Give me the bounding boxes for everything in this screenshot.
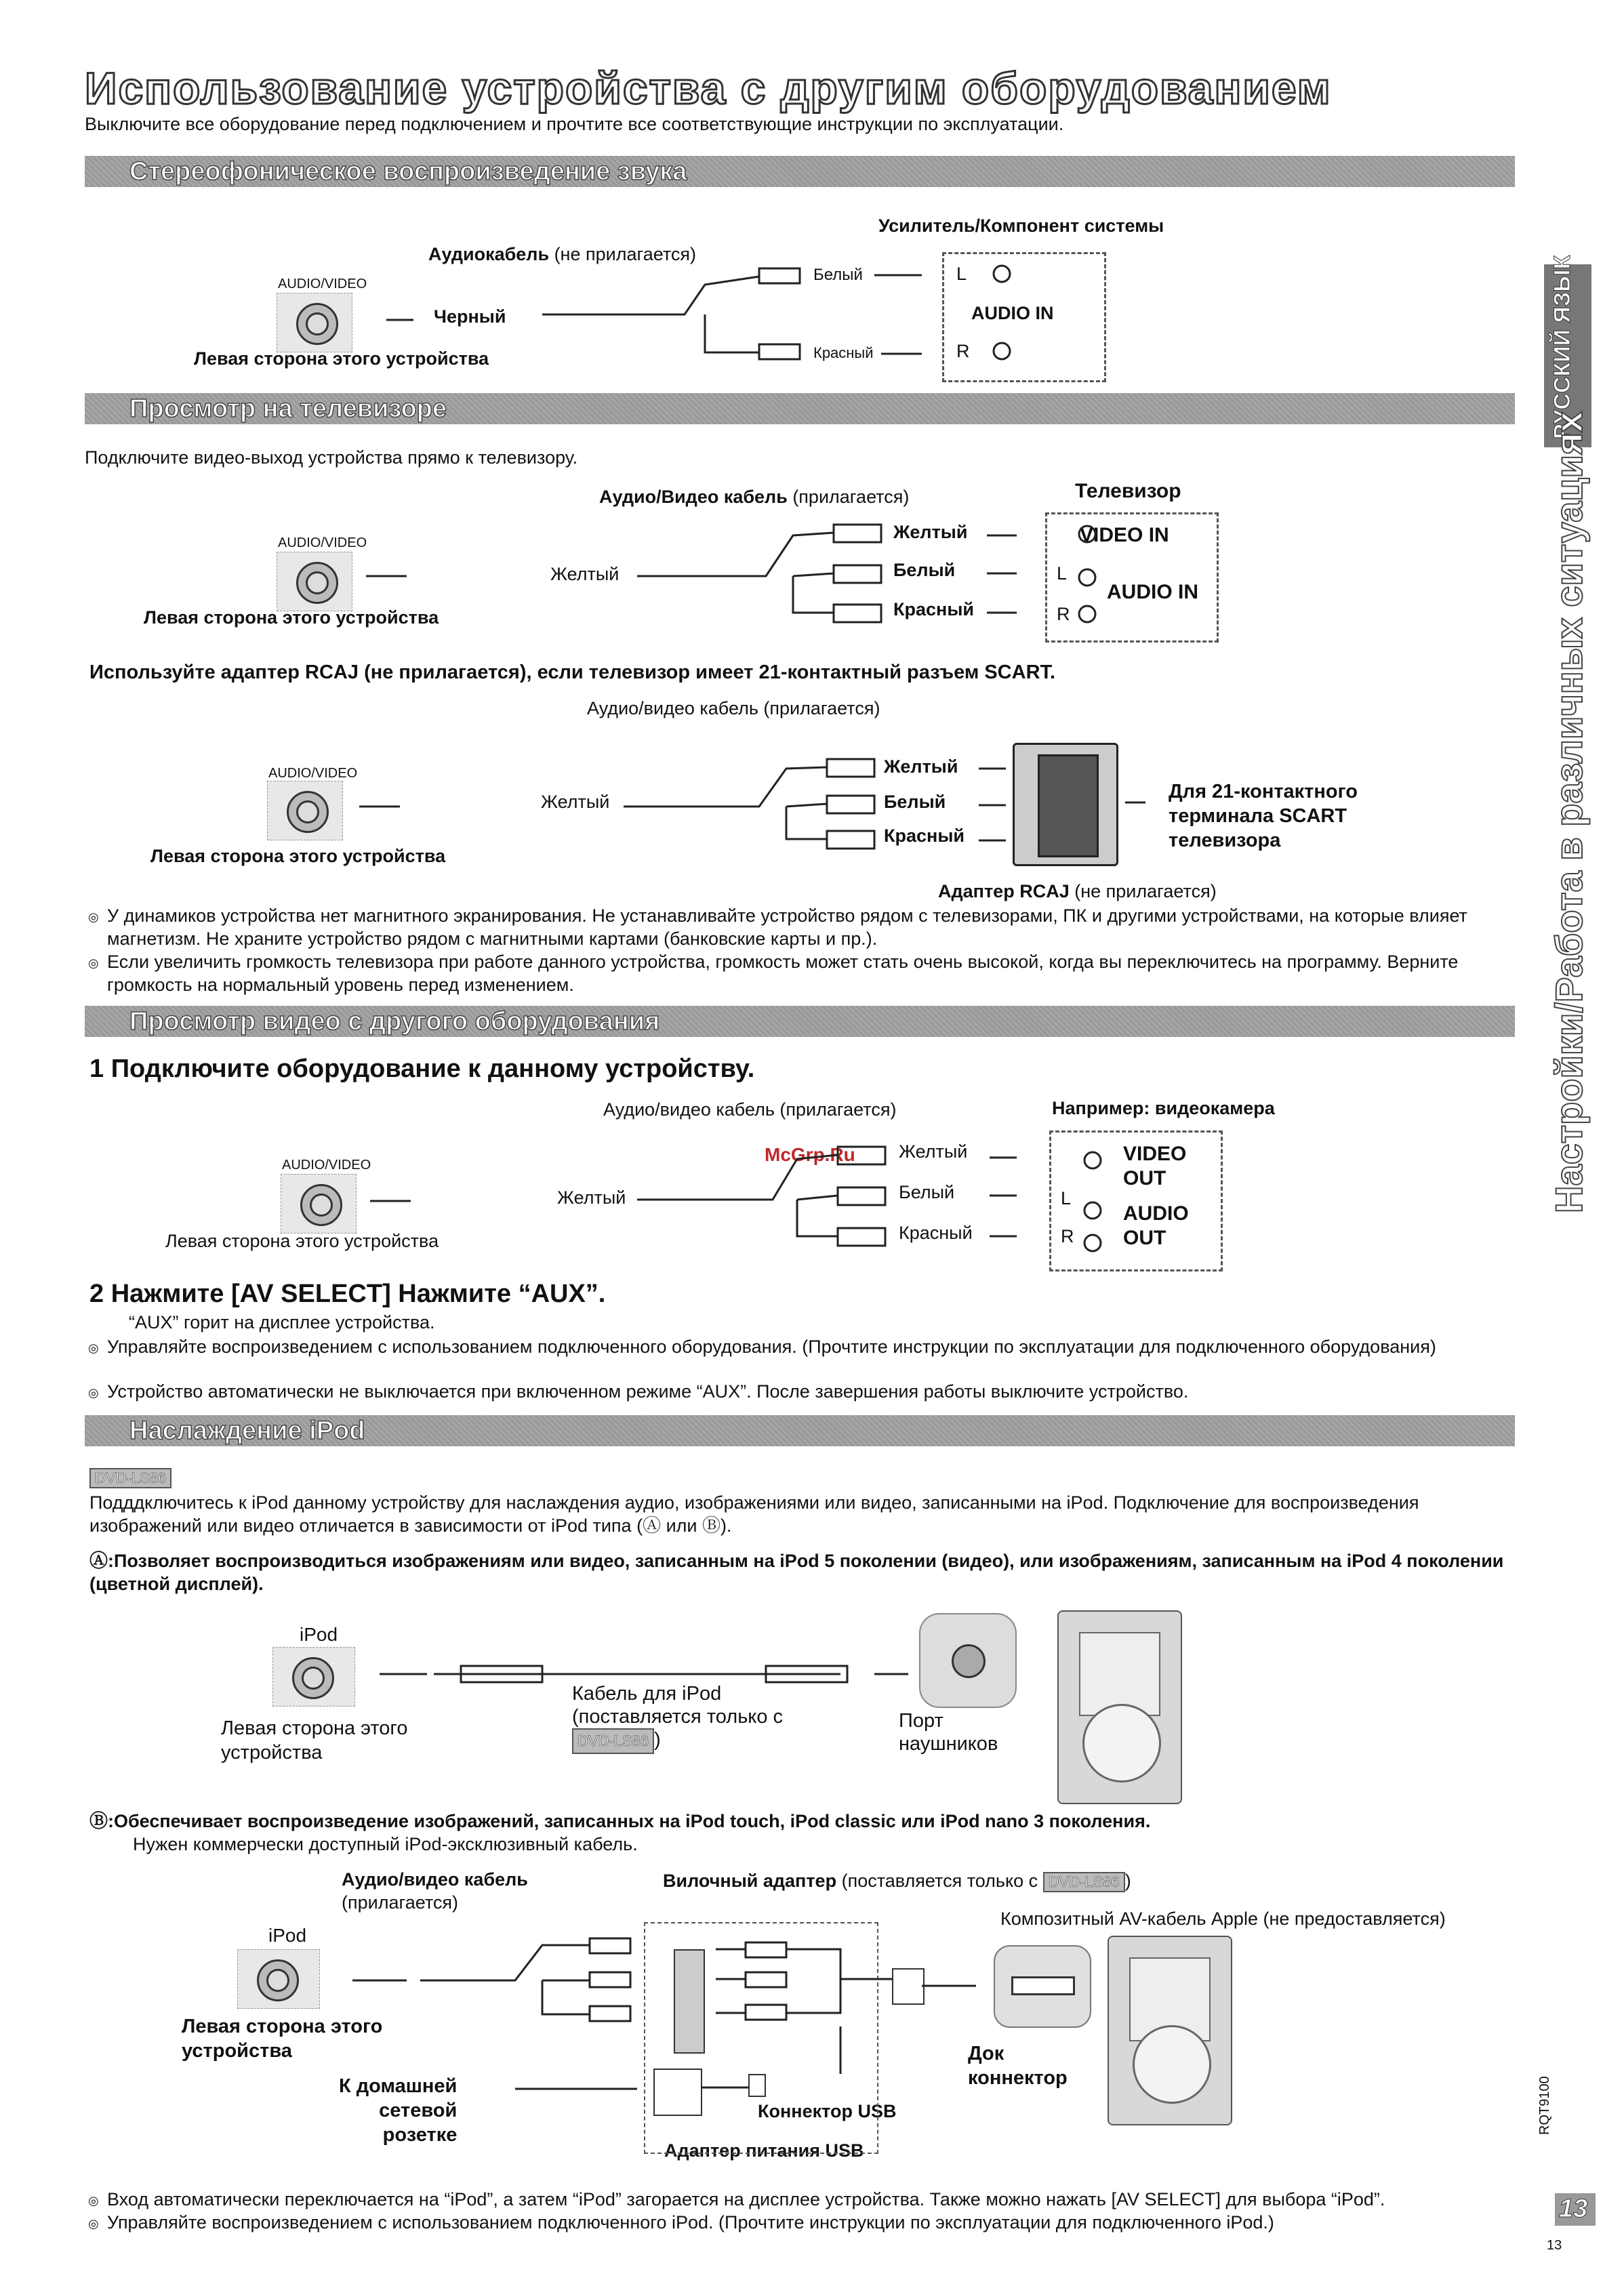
watermark: McGrp.Ru bbox=[765, 1144, 855, 1165]
tv-intro: Подключите видео-выход устройства прямо к телевизору. bbox=[85, 447, 578, 468]
page-number-box: 13 bbox=[1555, 2193, 1596, 2226]
step-2-note: “AUX” горит на дисплее устройства. bbox=[129, 1312, 435, 1332]
side-chapter-title: Настройки/Работа в различных ситуациях bbox=[1547, 411, 1590, 1213]
apple-av-cable-label: Композитный AV-кабель Apple (не предоставляется) bbox=[1000, 1909, 1446, 1929]
dock-connector-label: Док коннектор bbox=[968, 2043, 1068, 2089]
model-badge: DVD-LS86 bbox=[89, 1468, 171, 1488]
usb-connector-label: Коннектор USB bbox=[758, 2101, 897, 2121]
audio-video-jack bbox=[277, 552, 352, 611]
white-plug bbox=[759, 268, 800, 283]
amp-audio-in-panel bbox=[942, 252, 1106, 382]
video-red: Красный bbox=[899, 1223, 973, 1243]
audio-video-jack-label: AUDIO/VIDEO bbox=[282, 1158, 371, 1173]
cam-audio-out: AUDIO OUT bbox=[1123, 1202, 1189, 1249]
black-plug-label: Черный bbox=[434, 306, 506, 327]
usb-power-adapter bbox=[653, 2069, 702, 2116]
rcaj-adapter-label: Адаптер RCAJ (не прилагается) bbox=[938, 881, 1217, 901]
video-bullet-2: ◎ Устройство автоматически не выключается при включенном режиме “AUX”. После завершения работы выключите устройство. bbox=[107, 1380, 1517, 1403]
section-heading-ipod: Наслаждение iPod bbox=[85, 1415, 1515, 1446]
tv-video-in: VIDEO IN bbox=[1080, 524, 1169, 546]
ipod-bullet-2: ◎ Управляйте воспроизведением с использованием подключенного iPod. (Прочтите инструкции по эксплуатации для подключенного iPod.) bbox=[107, 2211, 1530, 2234]
section-heading-video: Просмотр видео с другого оборудования bbox=[85, 1006, 1515, 1037]
language-tab-label: РУССКИЙ ЯЗЫК bbox=[1549, 255, 1575, 439]
audio-video-jack-label: AUDIO/VIDEO bbox=[278, 535, 367, 550]
usb-adapter-label: Адаптер питания USB bbox=[664, 2140, 864, 2161]
rcaj-adapter bbox=[1013, 743, 1118, 866]
ipod-a-text: Ⓐ:Позволяет воспроизводиться изображениям или видео, записанным на iPod 5 поколении (видео), или изображениям, записанным на iPod 4 поколении (цветной дисплей). bbox=[89, 1551, 1504, 1594]
video-white: Белый bbox=[899, 1182, 955, 1202]
scart-white: Белый bbox=[884, 792, 946, 812]
ipod-device-b bbox=[1108, 1936, 1232, 2125]
video-yellow-label: Желтый bbox=[557, 1187, 626, 1208]
audio-video-jack bbox=[277, 293, 352, 352]
headphone-port bbox=[919, 1613, 1017, 1708]
usb-connector bbox=[748, 2074, 766, 2097]
doc-code: RQT9100 bbox=[1537, 2076, 1552, 2135]
step-2: 2 Нажмите [AV SELECT] Нажмите “AUX”. bbox=[89, 1280, 606, 1308]
tv-input-panel bbox=[1045, 512, 1219, 643]
scart-red: Красный bbox=[884, 826, 965, 846]
ipod-b-left-side: Левая сторона этого устройства bbox=[182, 2016, 383, 2062]
audio-video-jack bbox=[267, 781, 343, 840]
plug-adapter-label: Вилочный адаптер (поставляется только с DVD-LS86 ) bbox=[663, 1871, 1131, 1891]
left-side-label: Левая сторона этого устройства bbox=[150, 846, 446, 866]
tv-cable-label: Аудио/Видео кабель (прилагается) bbox=[599, 487, 910, 507]
audio-video-jack-label: AUDIO/VIDEO bbox=[268, 766, 358, 781]
dock-connector bbox=[994, 1945, 1091, 2028]
red-plug bbox=[759, 344, 800, 359]
tv-yellow: Желтый bbox=[893, 522, 968, 542]
ipod-b-text: Ⓑ:Обеспечивает воспроизведение изображений, записанных на iPod touch, iPod classic или iPod nano 3 поколения. bbox=[89, 1811, 1151, 1831]
tv-r: R bbox=[1057, 604, 1070, 624]
video-cable-label: Аудио/видео кабель (прилагается) bbox=[603, 1099, 897, 1120]
ipod-jack-b bbox=[237, 1949, 320, 2009]
ipod-jack-label: iPod bbox=[268, 1925, 307, 1946]
ipod-cable-label: Кабель для iPod (поставляется только с DVD-LS86 ) bbox=[572, 1682, 783, 1754]
tv-bullet-2: ◎ Если увеличить громкость телевизора при работе данного устройства, громкость может стать очень высокой, когда вы переключитесь на программу. Верните громкость на нормальный уровень перед изменением. bbox=[107, 950, 1517, 996]
ipod-intro: Подддключитесь к iPod данному устройству для наслаждения аудио, изображениями или видео, записанными на iPod. Подключение для воспроизведения изображений или видео отличается в зависимости от iPod типа (Ⓐ или Ⓑ). bbox=[89, 1492, 1419, 1536]
left-side-label: Левая сторона этого устройства bbox=[194, 348, 489, 369]
plug-adapter bbox=[674, 1949, 705, 2054]
section-heading-tv: Просмотр на телевизоре bbox=[85, 393, 1515, 424]
ipod-b-cable: Аудио/видео кабель (прилагается) bbox=[342, 1869, 528, 1913]
scart-note: Используйте адаптер RCAJ (не прилагается), если телевизор имеет 21-контактный разъем SCART. bbox=[89, 661, 1056, 683]
ipod-jack-label: iPod bbox=[300, 1624, 338, 1645]
video-yellow: Желтый bbox=[899, 1141, 968, 1162]
red-plug-label: Красный bbox=[813, 344, 874, 361]
scart-target: Для 21-контактного терминала SCART телевизора bbox=[1169, 781, 1358, 851]
scart-cable-label: Аудио/видео кабель (прилагается) bbox=[587, 698, 880, 718]
yellow-plug-label: Желтый bbox=[550, 564, 620, 584]
tv-white: Белый bbox=[893, 560, 956, 580]
left-side-label: Левая сторона этого устройства bbox=[144, 607, 439, 628]
ipod-device-a bbox=[1057, 1610, 1182, 1804]
amp-r: R bbox=[956, 341, 970, 361]
tv-red: Красный bbox=[893, 599, 974, 619]
ipod-b-note: Нужен коммерчески доступный iPod-эксклюзивный кабель. bbox=[133, 1834, 638, 1854]
scart-yellow-label: Желтый bbox=[541, 792, 610, 812]
tv-label: Телевизор bbox=[1075, 480, 1181, 502]
example-label: Например: видеокамера bbox=[1052, 1098, 1275, 1118]
cam-video-out: VIDEO OUT bbox=[1123, 1143, 1187, 1189]
audio-video-jack-label: AUDIO/VIDEO bbox=[278, 277, 367, 291]
amp-audio-in: AUDIO IN bbox=[971, 303, 1054, 323]
amp-l: L bbox=[956, 264, 967, 284]
white-plug-label: Белый bbox=[813, 266, 863, 284]
stereo-cable-label: Аудиокабель (не прилагается) bbox=[428, 244, 697, 264]
page-subtitle: Выключите все оборудование перед подключением и прочтите все соответствующие инструкции по эксплуатации. bbox=[85, 114, 1064, 134]
headphone-port-label: Порт наушников bbox=[899, 1710, 998, 1755]
amp-label: Усилитель/Компонент системы bbox=[878, 216, 1164, 236]
scart-yellow: Желтый bbox=[884, 756, 958, 777]
section-heading-stereo: Стереофоническое воспроизведение звука bbox=[85, 156, 1515, 187]
left-side-label: Левая сторона этого устройства bbox=[165, 1231, 439, 1251]
ipod-left-side: Левая сторона этого устройства bbox=[221, 1717, 408, 1764]
tv-l: L bbox=[1057, 563, 1068, 584]
page-number-small: 13 bbox=[1547, 2238, 1562, 2253]
tv-audio-in: AUDIO IN bbox=[1107, 581, 1198, 603]
dock-plug bbox=[892, 1968, 925, 2005]
outlet-label: К домашней сетевой розетке bbox=[339, 2075, 458, 2146]
tv-bullet-1: ◎ У динамиков устройства нет магнитного экранирования. Не устанавливайте устройство рядом с телевизорами, ПК и другими устройствами, на которые влияет магнетизм. Не храните устройство рядом с магнитными картами (банковские карты и пр.). bbox=[107, 904, 1517, 950]
audio-video-jack bbox=[281, 1174, 357, 1234]
video-bullet-1: ◎ Управляйте воспроизведением с использованием подключенного оборудования. (Прочтите инструкции по эксплуатации для подключенного оборудования) bbox=[107, 1335, 1517, 1358]
ipod-bullet-1: ◎ Вход автоматически переключается на “iPod”, а затем “iPod” загорается на дисплее устройства. Также можно нажать [AV SELECT] для выбора “iPod”. bbox=[107, 2188, 1530, 2211]
camcorder-output-panel: VIDEO OUT L AUDIO OUT R bbox=[1049, 1130, 1223, 1271]
step-1: 1 Подключите оборудование к данному устройству. bbox=[89, 1055, 755, 1083]
page-title: Использование устройства с другим оборудованием bbox=[85, 63, 1332, 113]
ipod-jack bbox=[272, 1647, 355, 1707]
